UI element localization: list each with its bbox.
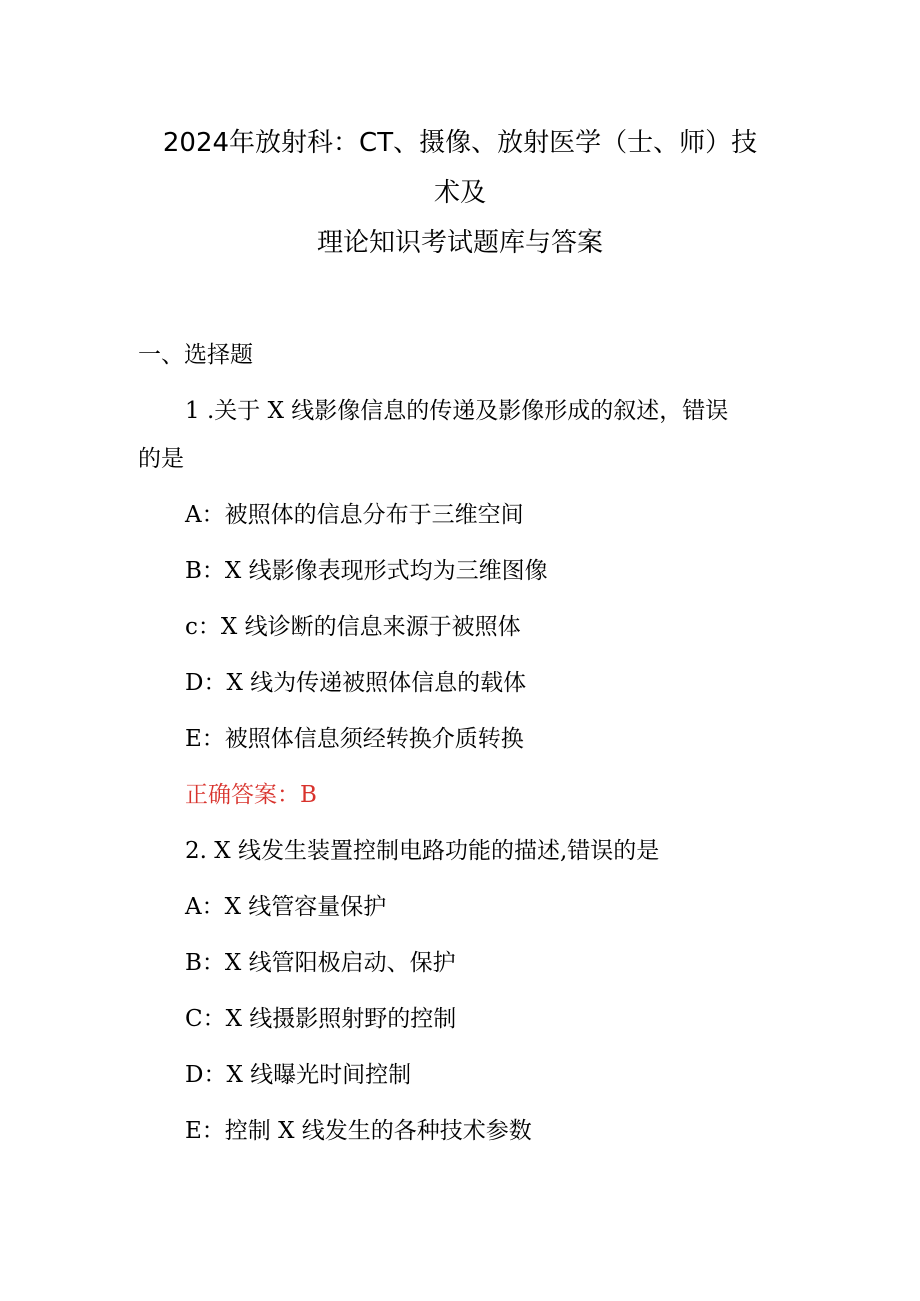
- document-title-line-3: 理论知识考试题库与答案: [316, 228, 603, 258]
- document-title-line-1: 2024年放射科：CT、摄像、放射医学（士、师）技: [162, 128, 758, 158]
- section-heading: 一、选择题: [138, 342, 253, 368]
- question-1-option-a: A：被照体的信息分布于三维空间: [185, 502, 524, 528]
- question-1-answer: 正确答案：B: [185, 782, 317, 808]
- question-2-option-c: C：X 线摄影照射野的控制: [185, 1006, 457, 1032]
- question-1-stem: 1 .关于 X 线影像信息的传递及影像形成的叙述，错误: [185, 398, 729, 424]
- question-2-option-b: B：X 线管阳极启动、保护: [185, 950, 456, 976]
- question-1-option-e: E：被照体信息须经转换介质转换: [185, 726, 524, 752]
- question-1-option-d: D：X 线为传递被照体信息的载体: [185, 670, 527, 696]
- question-1-option-c: c：X 线诊断的信息来源于被照体: [185, 614, 521, 640]
- question-2-option-d: D：X 线曝光时间控制: [185, 1062, 412, 1088]
- question-1-stem-continued: 的是: [138, 446, 184, 472]
- document-title-line-2: 术及: [433, 178, 486, 208]
- question-1-option-b: B：X 线影像表现形式均为三维图像: [185, 558, 548, 584]
- question-2-option-a: A：X 线管容量保护: [185, 894, 387, 920]
- question-2-stem: 2. X 线发生装置控制电路功能的描述,错误的是: [185, 838, 660, 864]
- question-2-option-e: E：控制 X 线发生的各种技术参数: [185, 1118, 532, 1144]
